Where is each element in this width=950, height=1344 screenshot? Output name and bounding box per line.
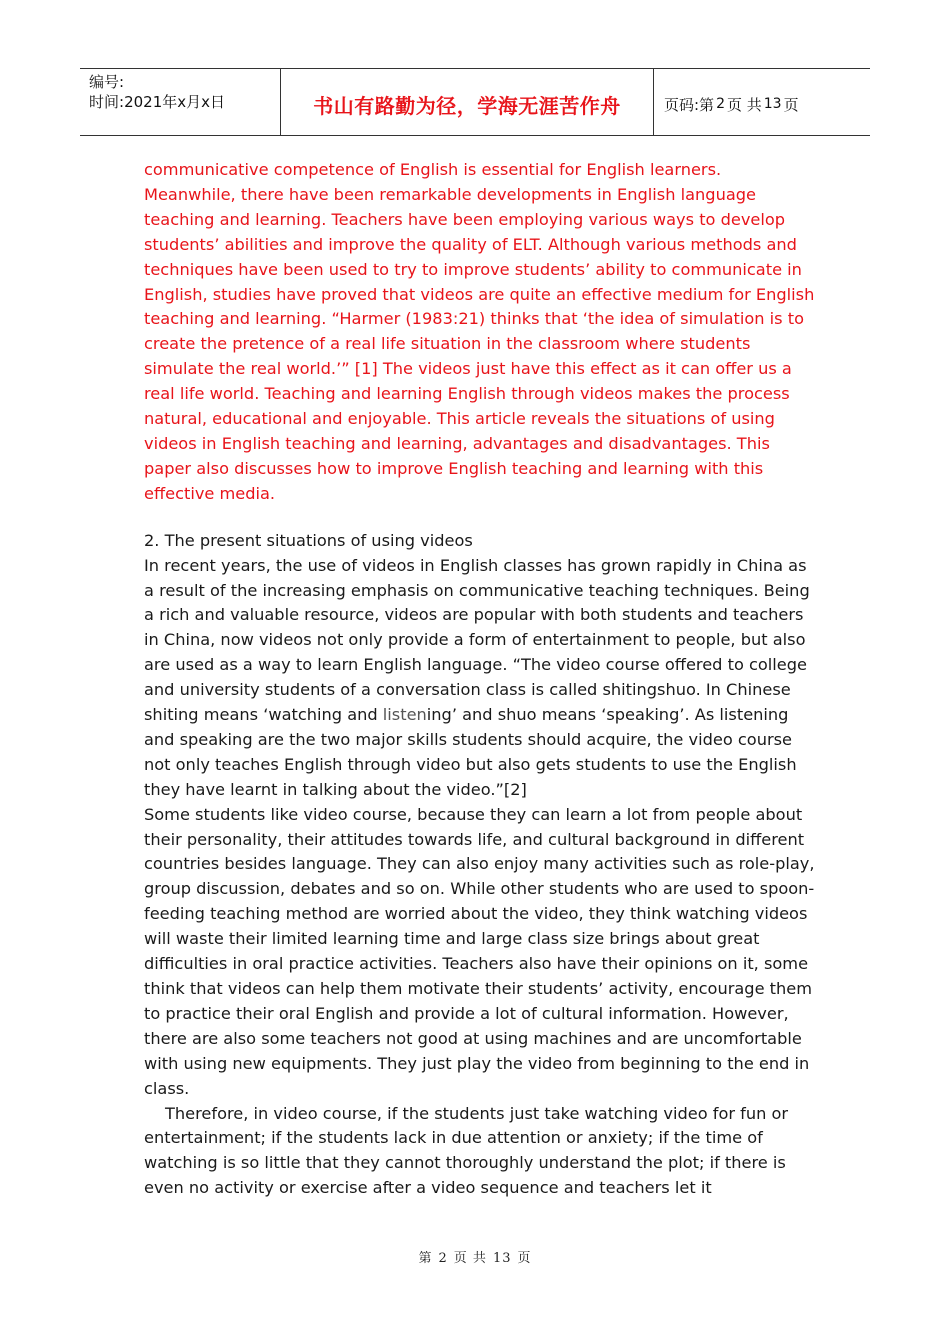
paragraph-1-part-b: ing’ and shuo means ‘speaking’. As listening and speaking are the two major skills students should acquire, the video course not only teaches English through video but also gets students to use the English they have learnt in talking about the video.”[2] bbox=[144, 705, 797, 799]
date-line bbox=[89, 92, 280, 112]
document-body bbox=[144, 158, 816, 1201]
footer-current-page: 2 bbox=[438, 1251, 448, 1266]
paragraph-spacer bbox=[144, 507, 816, 529]
header-motto: 书山有路勤为径，学海无涯苦作舟 bbox=[313, 93, 621, 118]
footer-prefix: 第 bbox=[418, 1251, 433, 1266]
paragraph-1-part-a: In recent years, the use of videos in English classes has grown rapidly in China as a result of the increasing emphasis on communicative teaching techniques. Being a rich and valuable resource, videos are popular with both students and teachers in China, now videos not only provide a form of entertainment to people, but also are used as a way to learn English language. “The video course offered to college and university students of a conversation class is called shitingshuo. In Chinese shiting means ‘watching and bbox=[144, 555, 810, 725]
page-current: 2 bbox=[716, 96, 725, 112]
header-meta bbox=[80, 69, 281, 135]
page-mid: 页 共 bbox=[726, 95, 762, 114]
header-page-info bbox=[654, 69, 870, 135]
footer-suffix: 页 bbox=[517, 1251, 532, 1266]
page-total: 13 bbox=[763, 96, 782, 112]
serial-label: 编号: bbox=[89, 73, 125, 91]
date-value: 2021年x月x日 bbox=[124, 93, 225, 111]
intro-paragraph: communicative competence of English is essential for English learners. Meanwhile, there have been remarkable developments in English language teaching and learning. Teachers have been employing various ways to develop students’ abilities and improve the quality of ELT. Although various methods and techniques have been used to try to improve students’ ability to communicate in English, studies have proved that videos are quite an effective medium for English teaching and learning. “Harmer (1983:21) thinks that ‘the idea of simulation is to create the pretence of a real life situation in the classroom where students simulate the real world.’” [1] The videos just have this effect as it can offer us a real life world. Teaching and learning English through videos makes the process natural, educational and enjoyable. This article reveals the situations of using videos in English teaching and learning, advantages and disadvantages. This paper also discusses how to improve English teaching and learning with this effective media. bbox=[144, 160, 815, 503]
header-motto-cell bbox=[281, 69, 654, 135]
body-paragraph-3: Therefore, in video course, if the students just take watching video for fun or entertainment; if the students lack in due attention or anxiety; if the time of watching is so little that they cannot thoroughly understand the plot; if there is even no activity or exercise after a video sequence and teachers let it bbox=[144, 1103, 789, 1198]
highlighted-word: listen bbox=[382, 705, 427, 725]
body-paragraph-2: Some students like video course, because they can learn a lot from people about their personality, their attitudes towards life, and cultural background in different countries besides language. They can also enjoy many activities such as role-play, group discussion, debates and so on. While other students who are used to spoon-feeding teaching method are worried about the video, they think watching videos will waste their limited learning time and large class size brings about great difficulties in oral practice activities. Teachers also have their opinions on it, some think that videos can help them motivate their students’ activity, encourage them to practice their oral English and provide a lot of cultural information. However, there are also some teachers not good at using machines and are uncomfortable with using new equipments. They just play the video from beginning to the end in class. bbox=[144, 804, 815, 1098]
page-footer bbox=[0, 1247, 950, 1266]
body-paragraph-1 bbox=[144, 554, 816, 803]
footer-mid: 页 共 bbox=[453, 1251, 487, 1266]
page-header bbox=[80, 68, 870, 136]
page-label: 页码:第 bbox=[664, 95, 715, 114]
date-label: 时间: bbox=[89, 93, 125, 111]
page-suffix: 页 bbox=[783, 95, 799, 114]
footer-total-pages: 13 bbox=[492, 1251, 512, 1266]
section-heading: 2. The present situations of using videos bbox=[144, 530, 473, 550]
